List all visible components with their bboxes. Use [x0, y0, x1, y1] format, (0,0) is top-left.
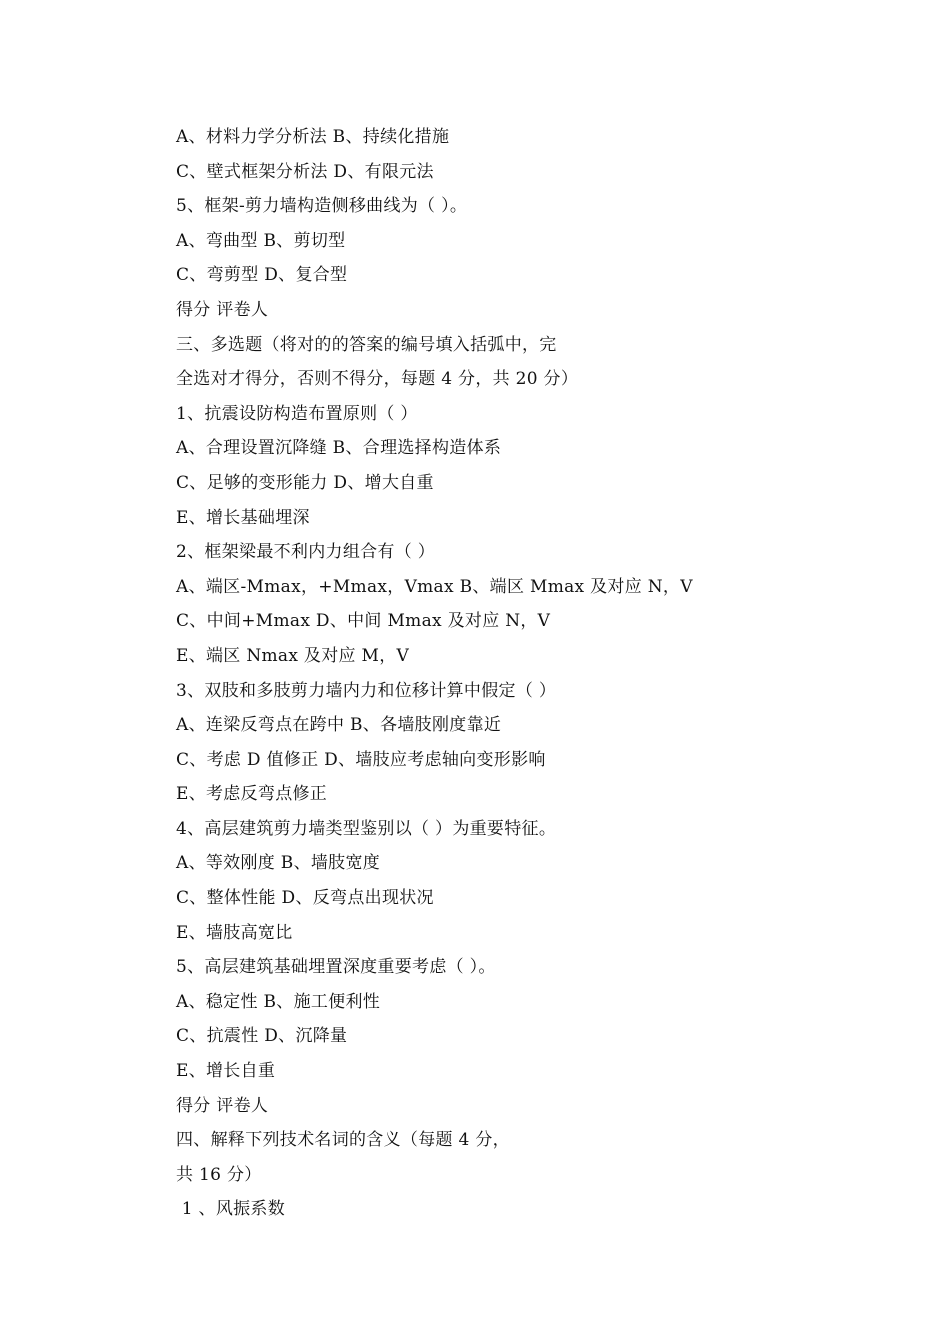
option-line-c-d: C、足够的变形能力 D、增大自重	[176, 472, 434, 493]
option-line-e: E、墙肢高宽比	[176, 922, 293, 943]
question-4: 4、高层建筑剪力墙类型鉴别以（ ）为重要特征。	[176, 818, 557, 839]
option-line-a-b: A、合理设置沉降缝 B、合理选择构造体系	[176, 438, 502, 459]
option-line-c-d: C、中间+Mmax D、中间 Mmax 及对应 N，V	[176, 611, 551, 632]
question-2: 2、框架梁最不利内力组合有（ ）	[176, 542, 436, 563]
question-1: 1、抗震设防构造布置原则（ ）	[176, 403, 418, 424]
question-3: 3、双肢和多肢剪力墙内力和位移计算中假定（ ）	[176, 680, 557, 701]
term-1: 1 、风振系数	[176, 1199, 286, 1220]
option-line-a-b: A、稳定性 B、施工便利性	[176, 991, 381, 1012]
option-line-c-d: C、考虑 D 值修正 D、墙肢应考虑轴向变形影响	[176, 749, 546, 770]
option-line-c-d: C、整体性能 D、反弯点出现状况	[176, 888, 434, 909]
option-line-a-b: A、连梁反弯点在跨中 B、各墙肢刚度靠近	[176, 715, 502, 736]
section-4-heading: 四、解释下列技术名词的含义（每题 4 分，	[176, 1130, 510, 1151]
option-line-e: E、考虑反弯点修正	[176, 784, 328, 805]
section-3-heading-continued: 全选对才得分，否则不得分，每题 4 分，共 20 分）	[176, 369, 579, 390]
section-4-heading-continued: 共 16 分）	[176, 1164, 262, 1185]
question-5: 5、高层建筑基础埋置深度重要考虑（ ）。	[176, 957, 496, 978]
option-line-c-d: C、弯剪型 D、复合型	[176, 265, 348, 286]
score-grader-label: 得分 评卷人	[176, 1095, 269, 1116]
option-line-a-b: A、材料力学分析法 B、持续化措施	[176, 127, 450, 147]
score-grader-label: 得分 评卷人	[176, 299, 269, 320]
option-line-a-b: A、等效刚度 B、墙肢宽度	[176, 853, 381, 874]
document-body	[176, 120, 876, 1227]
section-3-heading: 三、多选题（将对的的答案的编号填入括弧中，完	[176, 334, 557, 355]
option-line-e: E、增长自重	[176, 1061, 276, 1082]
question-5-single: 5、框架-剪力墙构造侧移曲线为（ ）。	[176, 196, 468, 217]
option-line-a-b: A、弯曲型 B、剪切型	[176, 230, 346, 251]
option-line-c-d: C、壁式框架分析法 D、有限元法	[176, 161, 434, 182]
option-line-c-d: C、抗震性 D、沉降量	[176, 1026, 348, 1047]
option-line-a-b: A、端区-Mmax，+Mmax，Vmax B、端区 Mmax 及对应 N，V	[176, 576, 693, 597]
option-line-e: E、增长基础埋深	[176, 507, 310, 528]
option-line-e: E、端区 Nmax 及对应 M，V	[176, 645, 410, 666]
